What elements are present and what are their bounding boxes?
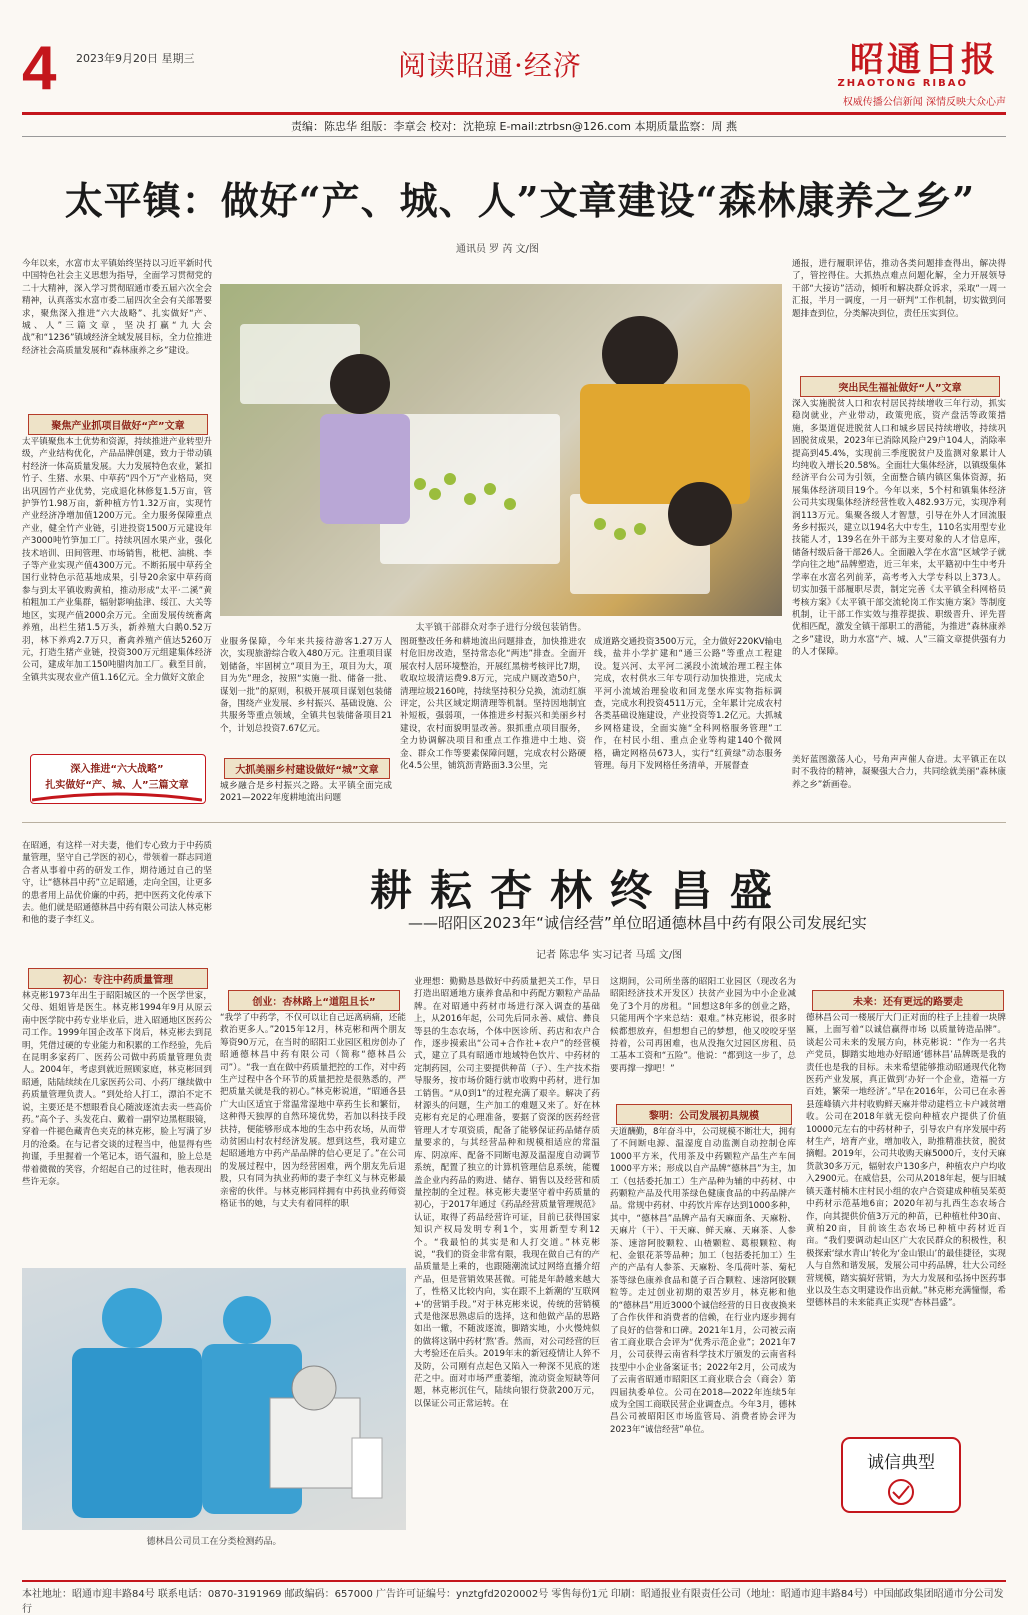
article2-col3: 业理想：勤勤恳恳做好中药质量把关工作，早日打造出昭通地方康养食品和中药配方颗粒产品品牌。在对昭通中药材市场进行深入调查的基础上，从2016年起，公司先后同永善、威信、彝良等县的生态农场，个体中医诊所、药店和农户合作，逐步摸索出“公司+合作社+农户”的经营模式，建立了具有昭通市地域特色饮片、中药材的定制药园，公司主要提供种苗（子）、生产技术指导服务，按市场价随行就市收购中药材，进行加工销售。“从0到1”的过程充满了艰辛。解决了药材源头的问题，生产加工的难题又来了。好在林克彬有充足的心理准备，要据了资深的医药经营管理人才专项资质，配备了能够保证药品储存质量要求的，与其经营品种和规模相适应的常温库、阴凉库、配备不同断电源及温湿度自动调节系统，配置了独立的计算机管理信息系统，能覆盖企业内药品的购进、储存、销售以及经营和质量控制的全过程。林克彬夫妻坚守着中药质量的初心，于2017年通过《药品经营质量管理规范》认证，取得了药品经营许可证，目前已获得国家知识产权局发明专利1个，实用新型专利12个。“我最怕的其实是和人打交道。”林克彬说，“我们的资金非常有限，我现在做自己有的产品质量是上乘的，也跟随潮流试过网络直播介绍产品，但是营销效果甚微。可能是年龄越来越大了，性格又比较内向，实在跟不上新潮的'互联网+'的营销手段。”对于林克彬来说，传统的营销模式是他深思熟虑后的选择，这和他做产品的思路如出一辙，不随波逐流，脚踏实地，小火慢炖似的做将这锅中药材‘熬’香。然而，对公司经营的巨大考验还在后头。2019年末的新冠疫情让人猝不及防，公司刚有点起色又陷入一种深不见底的迷茫之中。面对市场严重萎缩，流动资金短缺等问题，林克彬沉住气，陆续向银行贷款200万元，以保证公司正常运转。在 [414,977,600,1409]
article1-subhead-people: 突出民生福祉做好“人”文章 [800,376,1000,397]
article2-col5: 德林昌公司一楼展厅大门正对面的柱子上挂着一块牌匾，上面写着“以诚信赢得市场 以质量铸造品牌”。谈起公司未来的发展方向，林克彬说：“作为一名共产党员，脚踏实地地办好昭通‘德林昌’品牌既是我的责任也是我的目标。未来希望能够推动昭通现代化物医药产业发展，真正做到‘办好一个企业，造福一方百姓，繁荣一地经济’。”早在2016年，公司已在永善县莲峰镇六井村收购鲜天麻并带动建档立卡户减贫增收。公司在2018年就无偿向种植农户提供了价值10000元左右的中药材种子，引导农户有序发展中药材生产，培育产业，增加收入，助推精准扶贫，脱贫摘帽。2019年，公司共收购天麻5000斤，支付天麻货款30多万元，辐射农户130多户，种植农户户均收入2900元。在威信县，公司从2018年起，便与旧城镇天蓬村楠木庄村民小组的农户合资建成种植吴茱萸中药材示范基地6亩；2020年初与扎西生态农场合作，向其提供价值3万元的种苗，已种植杜仲30亩、黄柏20亩，目前该生态农场已种植中药材近百亩。“我们要调动起山区广大农民群众的积极性，积极探索‘绿水青山’转化为‘金山银山’的最佳捷径，实现人与自然和谐发展，发展公司中药品牌，壮大公司经营规模，踏实搞好营销，为大力发展和弘扬中医药事业以及生态文明建设作出贡献。”林克彬充满憧憬，希望德林昌的未来能真正实现“杏林昌盛”。 [806,1013,1006,1309]
photo2-caption: 德林昌公司员工在分类检测药品。 [146,1537,282,1547]
article2-col4-bottom: 天道酬勤，8年奋斗中，公司规模不断壮大，拥有了不间断电源、温湿度自动监测自动控制仓库1000平方米，代用茶及中药颗粒产品生产车间1000平方米；形成以自产品牌“德林昌”为主，加工（包括委托加工）生产品种为辅的中药材、中药颗粒产品及代用茶绿色健康食品的中药品牌产品。常规中药材、中药饮片库存达到1000多种，其中，“德林昌”品牌产品有天麻面条、天麻粉、天麻片（干）、干天麻、鲜天麻、天麻茶、人参茶、速溶阿胶颗粒、山楂颗粒、葛根颗粒、枸杞、金银花茶等品种；加工（包括委托加工）生产的产品有人参茶、天麻粉、冬瓜荷叶茶、菊杞茶等绿色康养食品和蓖子百合颗粒、速溶阿胶颗粒等。走过创业初期的艰苦岁月，林克彬和他的“德林昌”用近3000个诚信经营的日日夜夜换来了合作伙伴和消费者的信赖，在行业内逐步拥有了良好的信誉和口碑。2021年1月，公司被云南省工商业联合会评为“优秀示范企业”；2021年7月，公司获得云南省科学技术厅颁发的云南省科技型中小企业备案证书；2022年2月，公司成为了云南省昭通市昭阳区工商业联合会（商会）第四届执委单位。公司在2018—2022年连续5年成为全国工商联民营企业调查点。今年3月，德林昌公司被昭阳区市场监管局、消费者协会评为2023年“诚信经营”单位。 [610,1127,796,1435]
article2-byline: 记者 陈忠华 实习记者 马瑶 文/图 [536,950,683,961]
article2-col4-top: 这期间，公司所坐落的昭阳工业园区（现改名为昭阳经济技术开发区）扶贫产业园为中小企业减免了3个月的房租。“回想这8年多的创业之路，只能用两个字来总结：艰难。”林克彬说，很多时候都想放弃，但想想自己的梦想，他又咬咬牙坚持着，公司再困难，也从没拖欠过园区房租、员工基本工资和“五险”。他说：“都到这一步了，总要再撑一撑吧！” [610,977,796,1074]
plum-sorting-photo [220,284,782,616]
paper-slogan: 权威传播公信新闻 深情反映大众心声 [842,97,1006,108]
article2-subhead-dawn: 黎明：公司发展初具规模 [616,1104,792,1125]
article2-subhead-startup: 创业：杏林路上“道阻且长” [228,990,400,1011]
article1-col5-bottom: 深入实施脱贫人口和农村居民持续增收三年行动，抓实稳岗就业，产业带动，政策兜底，资产盘活等政策措施，多渠道促进脱贫人口和城乡居民持续增收，持续巩固脱贫成果，2023年已消除风险户29户104人，消除率提高到45.4%，实现前三季度脱贫户及监测对象累计人均纯收入增长20.58%。全面壮大集体经济，以镇级集体经济平台公司为引领，全面整合镇内镇区集体资源，拓展集体经济项目19个。今年以来，5个村和镇集体经济公司共实现集体经济经营性收入482.93万元，实现净利润113万元。集聚各级人才智慧，引导在外人才回流服务乡村振兴，建立以194名大中专生，110名实用型专业技能人才，139名在外干部为主要对象的人才信息库，储备村级后备干部26人。全面融入学在水富“区域学子就学向往之地”品牌塑造，近三年来，太平籍初中生中考升学率在水富名列前茅，高考考入大学专科以上373人。切实加强干部履职尽责，制定完善《太平镇全科网格员考核方案》《太平镇干部交流轮岗工作实施方案》等制度机制，让干部工作实效与推荐提拔、职级晋升、评先晋优相匹配，激发全镇干部职工的潜能，为推进“森林康养之乡”建设，助力水富“产、城、人”三篇文章提供强有力的人才保障。 [792,399,1006,658]
staff-line: 责编：陈忠华 组版：李章会 校对：沈艳琼 E-mail:ztrbsn@126.com 本期质量监察：周 燕 [291,120,737,133]
photo2-illustration [22,1268,406,1530]
article2-col1: 林克彬1973年出生于昭阳城区的一个医学世家，父母、姐姐皆是医生。林克彬1994年9月从原云南中医学院中药专业毕业后，进入昭通地区医药公司工作。1999年国企改革下岗后，林克彬去到昆明，凭借过硬的专业能力和积累的工作经验，先后在昆明多家药厂、医药公司做中药质量管理负责人。2004年，考虑到就近照顾家庭，林克彬回到昭通，陆陆续续在几家医药公司、小药厂继续做中药质量管理负责人。“到处给人打工，漂泊不定不说，主要还是不想眼看良心随波逐流去卖一些高价药。”高个子、头发花白、戴着一副窄边黑框眼镜，穿着一件褪色藏青色夹克的林克彬，脸上写满了岁月的沧桑。在与记者交谈的过程当中，他显得有些拘谨，手里握着一个笔记本，语气温和，脸上总是带着微微的笑容，介绍起自己的过往时，他表现出些许无奈。 [22,991,212,1188]
article2-subhead-origin: 初心：专注中药质量管理 [28,968,208,989]
article1-subhead-industry: 聚焦产业抓项目做好“产”文章 [28,414,208,435]
article1-headline: 太平镇：做好“产、城、人”文章建设“森林康养之乡” [64,178,976,223]
staff-rule [22,136,1006,137]
article2-col2: “我学了中药学，不仅可以让自己远离病痛，还能救治更多人。”2015年12月，林克彬和两个朋友筹资90万元，在当时的昭阳工业园区租房创办了昭通德林昌中药有限公司（简称“德林昌公司”）。“我一直在做中药质量把控的工作，对中药生产过程中各个环节的质量把控是很熟悉的，严把质量关就是我的初心。”林克彬说道，“昭通各县广大山区适宜于常温常湿地中草药生长和繁衍，这种得天独厚的自然环境优势，若加以科技手段扶持，便能够形成本地的生态中药农场，从而带动贫困山村农村经济发展。想到这些，我对建立起昭通地方中药产品品牌的信心更足了。”在公司的发展过程中，因为经营困难，两个朋友先后退股，只有同为执业药师的妻子李红义与林克彬最亲密的伙伴。与林克彬同样拥有中药执业药师资格证书的她，与丈夫有着同样的职 [220,1013,406,1210]
badge-label: 诚信典型 [867,1453,935,1473]
medicine-inspection-photo [22,1268,406,1530]
article2-subhead-future: 未来：还有更远的路要走 [812,990,1004,1011]
badge-frame [836,1432,966,1518]
article1-para-industry: 太平镇聚焦本土优势和资源，持续推进产业转型升级，产业结构优化，产品品牌创建，致力于带动镇村经济一体高质量发展。大力发展特色农业，紧扣竹子、生猪、水果、中草药“四个万”产业格局，突出巩固竹产业优势，完成退化林修复1.5万亩，管护笋竹1.98万亩，新种植方竹1.32万亩，实现竹产业经济净增加值1200万元。全力服务保障重点产业，健全竹产业链，引进投资1500万元建设年产3000吨竹笋加工厂。持续巩固水果产业，强化技术培训、田间管理、市场销售，枇杷、油桃、李子等产业实现产值4300万元。不断拓展中草药全国行业特色示范基地成果，引导20余家中草药商参与到太平镇收购黄柏，推动形成“太平·二溪”黄柏粗加工产业集群，辐射影响盐津、绥江、大关等地区，实现产值2000余万元。全面发展传统畜禽养殖，出栏生猪1.5万头，新养殖大白鹅0.52万羽，林下养鸡2.7万只，畜禽养殖产值达5260万元，打造生猪产业链，投资300万元组建集体经济公司，建成年加工150吨腊肉加工厂。截至目前，全镇共实现农业产值1.16亿元。全力做好文旅企 [22,437,212,683]
article1-col2-bottom: 城乡融合是乡村振兴之路。太平镇全面完成2021—2022年度耕地流出问题 [220,781,392,804]
footer-rule [22,1580,1006,1582]
page-number: 4 [22,34,57,103]
article1-col2-top: 业服务保障，今年来共接待游客1.27万人次，实现旅游综合收入480万元。注重项目谋划储备，牢固树立“项目为王，项目为大，项目为先”理念，按照“实施一批、储备一批、谋划一批”的原则，积极开展项目谋划包装储备，围绕产业发展、乡村振兴、基础设施、公共服务等重点领域，全镇共包装储备项目21个，计划总投资7.67亿元。 [220,637,392,734]
article2-intro: 在昭通，有这样一对夫妻，他们专心致力于中药质量管理，坚守自己学医的初心，带领着一群志同道合者从事着中药的研发工作，期待通过自己的坚守，让“德林昌中药”立足昭通，走向全国，让更多的患者用上品优价廉的中药，把中医药文化传承下去。他们就是昭通德林昌中药有限公司法人林克彬和他的妻子李红义。 [22,841,212,926]
article1-col5-end: 美好蓝图激荡人心，号角声声催人奋进。太平镇正在以时不我待的精神，凝聚强大合力，共同绘就美丽“森林康养之乡”新画卷。 [792,755,1006,790]
article1-subhead-city: 大抓美丽乡村建设做好“城”文章 [224,758,390,779]
article1-byline: 通讯员 罗 芮 文/图 [456,244,539,255]
article2-headline: 耕耘杏林终昌盛 [370,866,791,915]
photo-illustration [220,284,782,616]
strategy-badge-line1: 深入推进“六大战略” [70,764,164,775]
masthead-rule [22,112,1006,115]
photo1-caption: 太平镇干部群众对李子进行分级包装销售。 [415,623,587,633]
article2-subtitle: ——昭阳区2023年“诚信经营”单位昭通德林昌中药有限公司发展纪实 [408,914,867,932]
article-separator [22,822,1006,823]
article1-col5-top: 通报，进行履职评估，推动各类问题排查得出，解决得了，管控得住。大抓热点难点问题化解，全力开展领导干部“大接访”活动，倾听和解决群众诉求，采取“一周一汇报，半月一调度，一月一研判”工作机制，切实做到问题排查到位，分类解决到位，责任压实到位。 [792,259,1006,319]
article1-col3: 图斑整改任务和耕地流出问题排查，加快推进农村危旧房改造，坚持常态化“两违”排查。全面开展农村人居环境整治，开展红黑榜考核评比7期，收取垃圾清运费9.8万元，完成户厕改造50户，清理垃圾2160吨，持续坚持积分兑换，流动红旗评定，公共区域定期清理等机制。坚持因地制宜补短板，强弱项，一体推进乡村振兴和美丽乡村建设，农村面貌明显改善。狠抓重点项目服务，全力协调解决项目和重点工作推进中土地、资金、群众工作等要素保障问题，完成农村公路硬化4.5公里，铺筑沥青路面3.3公里，完 [400,637,586,772]
article1-intro: 今年以来，水富市太平镇始终坚持以习近平新时代中国特色社会主义思想为指导，全面学习贯彻党的二十大精神，深入学习贯彻昭通市委五届六次全会精神，认真落实水富市委二届四次全会有关部署要求，聚焦深入推进“六大战略”、扎实做好“产、城、人”三篇文章，坚决打赢“九大会战”和“1236”镇域经济全域发展目标，全力位推进经济社会高质量发展和“森林康养之乡”建设。 [22,259,212,356]
integrity-badge [836,1432,966,1518]
paper-pinyin: ZHAOTONG RIBAO [837,78,968,89]
section-title: 阅读昭通·经济 [398,49,582,82]
issue-date: 2023年9月20日 星期三 [76,52,195,65]
article1-col4: 成道路交通投资3500万元，全力做好220KV输电线，盐井小学扩建和“通三公路”等重点工程建设。复兴河、太平河二溪段小流域治理工程主体完成，农村供水三年专项行动加快推进，完成太平河小流域治理验收和回龙堡水库实物指标调查，完成水利投资4511万元，全年累计完成农村各类基础设施建设，产业投资等1.2亿元。大抓城乡网格建设，全面实施“全科网格服务管理”工作，在村民小组、重点企业等构建140个微网格，确定网格员673人，实行“红黄绿”动态服务管理。每月下发网格任务清单，开展督查 [594,637,782,772]
strategy-badge [22,750,212,810]
paper-logo: 昭通日报 [850,40,998,80]
strategy-badge-line2: 扎实做好“产、城、人”三篇文章 [45,780,189,791]
badge-ribbon [32,790,202,806]
footer-info: 本社地址：昭通市迎丰路84号 联系电话：0870-3191969 邮政编码：657000 广告许可证编号：ynztgfd2020002号 零售每份1元 印刷：昭通报业有限责任公司（地址：昭通市迎丰路84号）中国邮政集团昭通市分公司发行 [22,1589,1004,1615]
